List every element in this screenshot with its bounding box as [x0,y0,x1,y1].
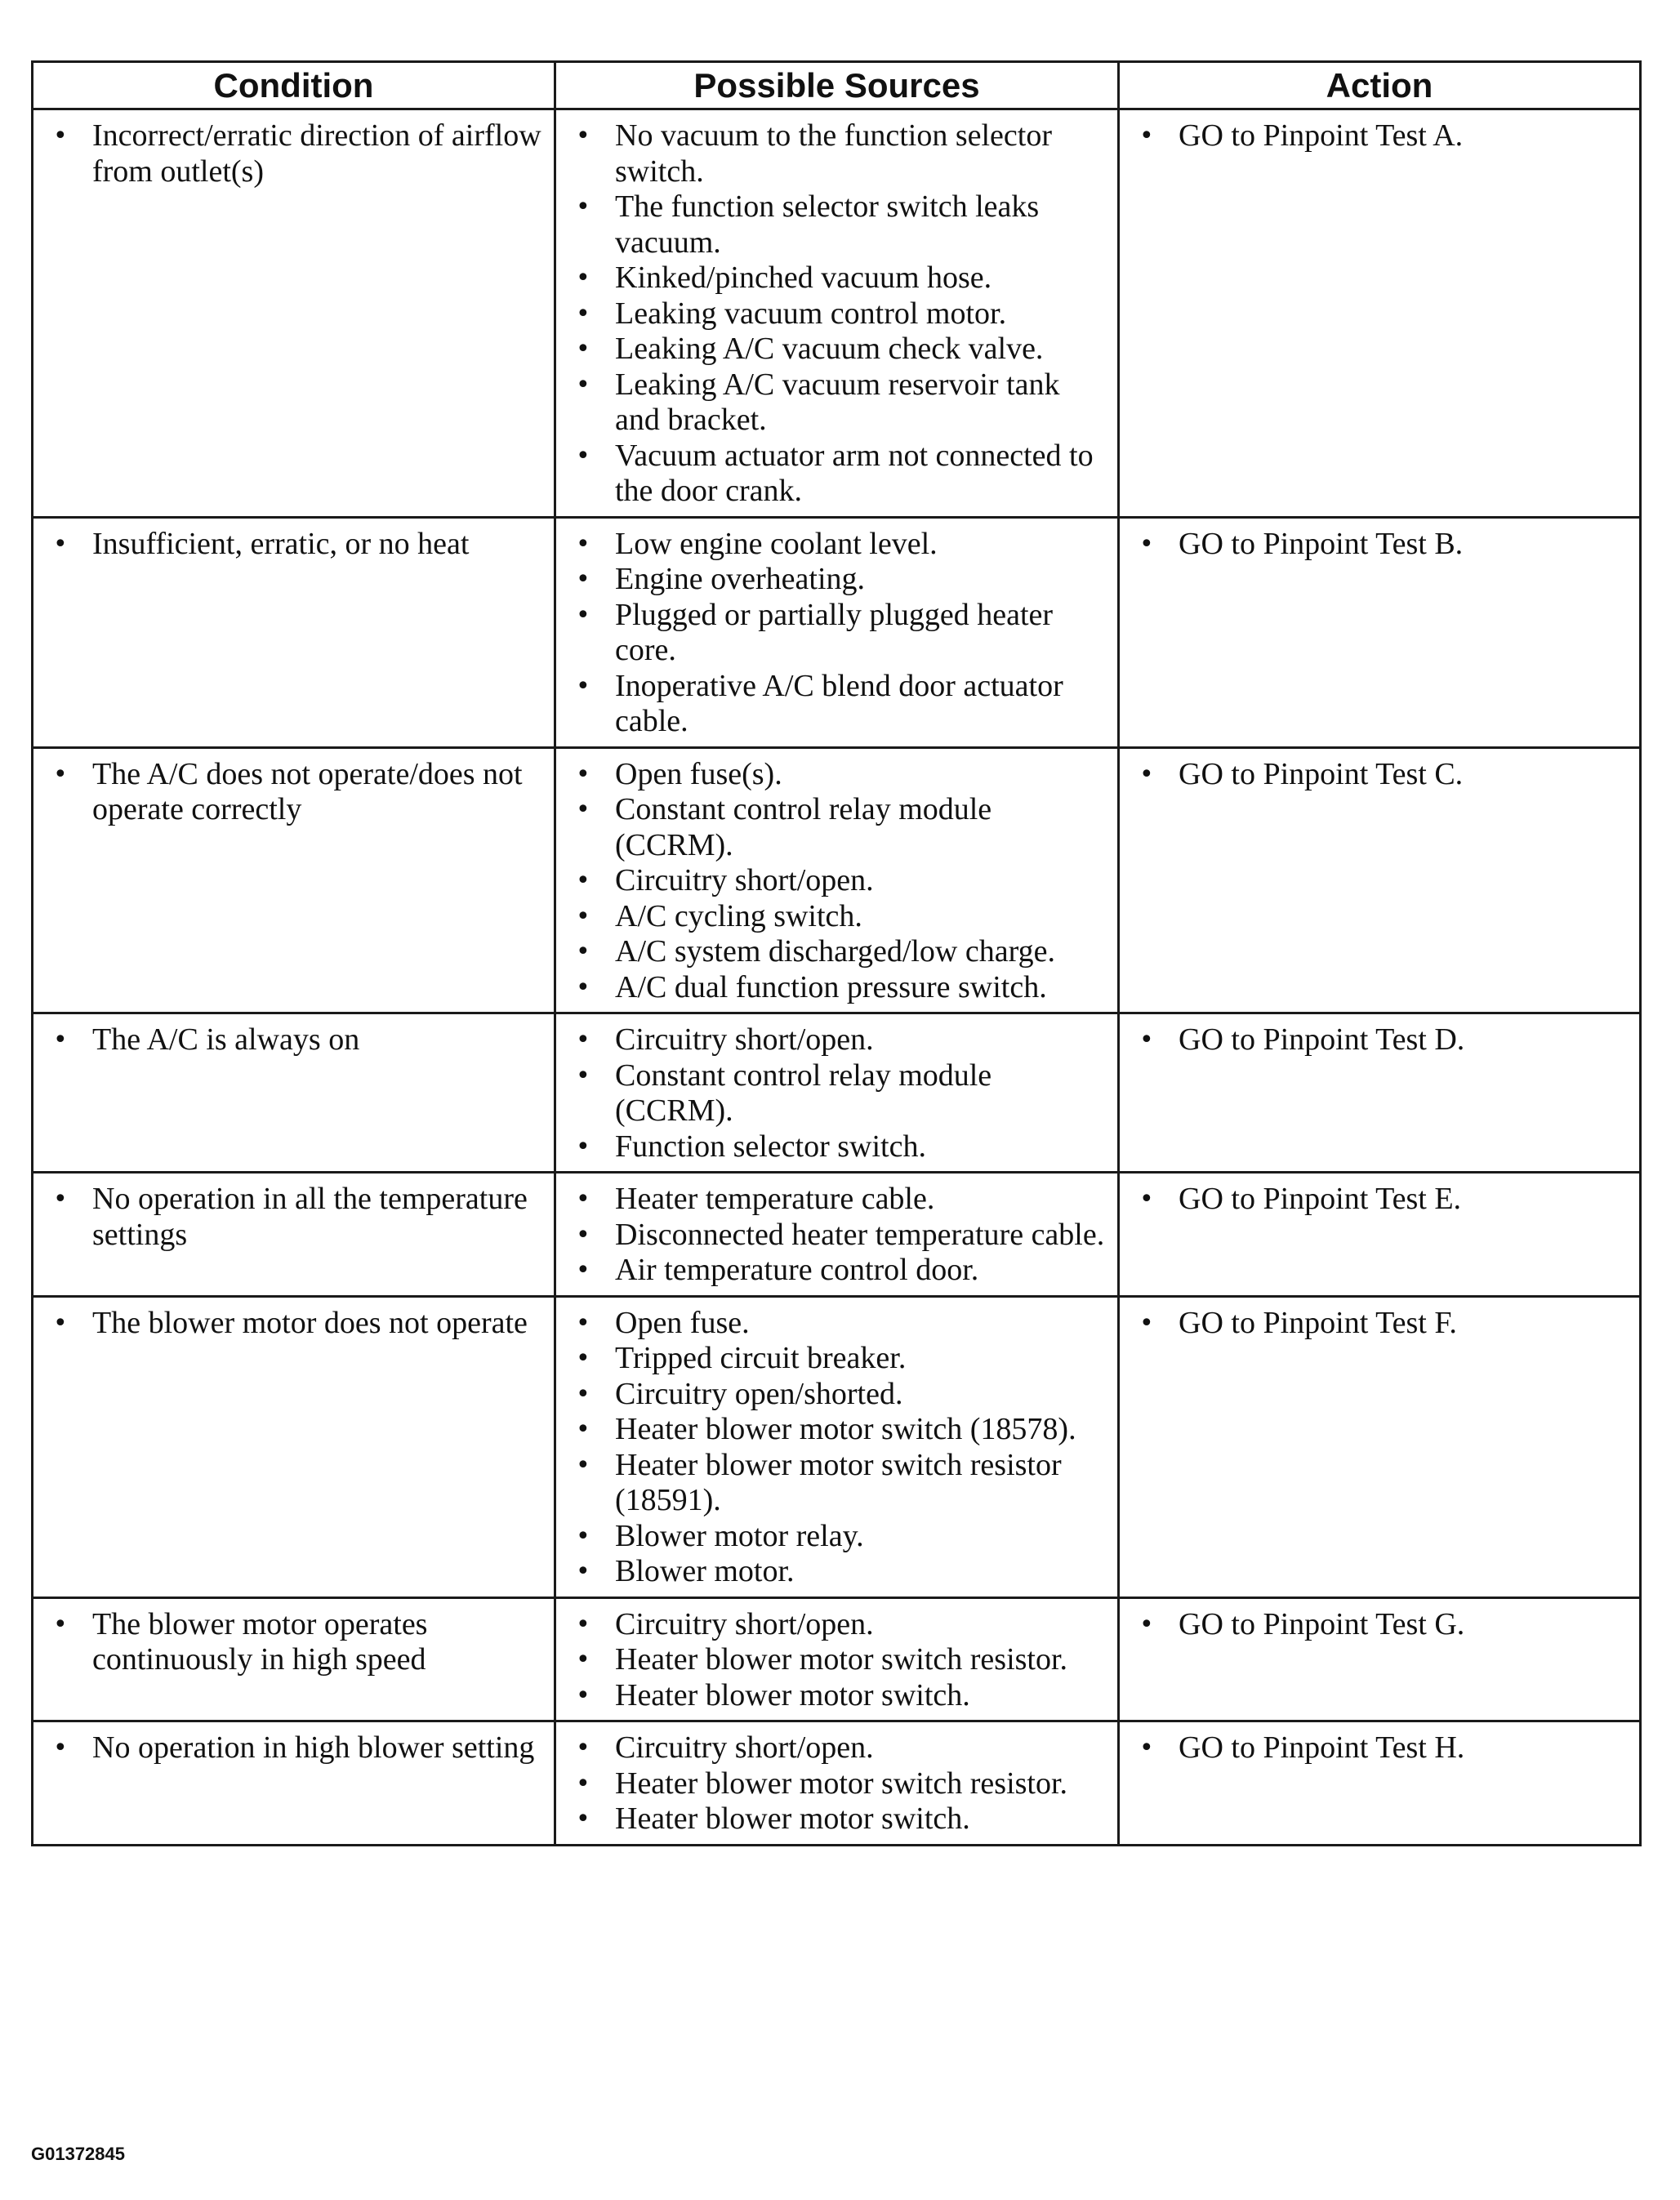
bullet-icon: • [1139,1308,1154,1338]
table-row [33,1013,1641,1173]
list-item [568,934,1106,970]
condition-cell [33,1721,555,1846]
source-item: Circuitry short/open. [615,1606,874,1641]
list-item [568,1306,1106,1342]
bullet-icon: • [1139,1610,1154,1639]
list-item [1131,118,1628,154]
sources-cell [555,1721,1119,1846]
header-row [33,62,1641,109]
bullet-icon: • [576,1646,590,1674]
list-item [45,1607,542,1678]
bullet-list [45,1730,542,1766]
source-item: Function selector switch. [615,1129,926,1164]
bullet-icon: • [53,1734,68,1762]
bullet-icon: • [576,795,590,824]
list-item [568,1730,1106,1766]
source-item: Circuitry short/open. [615,863,874,897]
source-item: Vacuum actuator arm not connected to the door crank. [615,438,1094,508]
bullet-icon: • [576,1415,590,1444]
sources-cell [555,1296,1119,1597]
action-text: GO to Pinpoint Test E. [1179,1182,1462,1216]
bullet-list [568,1182,1106,1289]
list-item [45,757,542,828]
table-row [33,747,1641,1013]
list-item [568,1519,1106,1555]
bullet-icon: • [576,370,590,399]
list-item [568,1801,1106,1837]
list-item [1131,1022,1628,1058]
source-item: Disconnected heater temperature cable. [615,1217,1105,1252]
list-item [1131,1607,1628,1643]
bullet-icon: • [1139,759,1154,789]
bullet-list [1131,1730,1628,1766]
source-item: Circuitry open/shorted. [615,1376,903,1411]
list-item [568,1022,1106,1058]
header-action: Action [1119,62,1641,109]
list-item [1131,1306,1628,1342]
source-item: Heater blower motor switch (18578). [615,1412,1076,1446]
bullet-list [45,1607,542,1678]
bullet-icon: • [1139,1734,1154,1762]
source-item: Heater blower motor switch. [615,1677,970,1712]
list-item [1131,757,1628,793]
list-item [568,118,1106,189]
bullet-icon: • [576,866,590,895]
list-item [568,296,1106,332]
source-item: A/C system discharged/low charge. [615,934,1055,969]
sources-cell [555,1173,1119,1297]
list-item [568,970,1106,1006]
bullet-icon: • [576,1450,590,1480]
bullet-icon: • [53,1185,68,1214]
bullet-icon: • [576,565,590,594]
list-item [45,118,542,189]
list-item [1131,1182,1628,1218]
bullet-icon: • [576,973,590,1002]
list-item [45,1730,542,1766]
list-item [568,598,1106,669]
list-item [1131,1730,1628,1766]
bullet-icon: • [576,122,590,150]
source-item: Tripped circuit breaker. [615,1341,907,1375]
action-text: GO to Pinpoint Test B. [1179,526,1464,561]
bullet-icon: • [576,193,590,221]
list-item [45,1306,542,1342]
bullet-icon: • [53,1026,68,1054]
action-text: GO to Pinpoint Test A. [1179,118,1464,153]
action-cell [1119,517,1641,747]
list-item [568,899,1106,935]
bullet-icon: • [53,759,68,789]
bullet-icon: • [1139,1026,1154,1054]
sources-cell [555,1013,1119,1173]
source-item: Kinked/pinched vacuum hose. [615,261,992,295]
bullet-icon: • [576,1344,590,1373]
condition-cell [33,747,555,1013]
source-item: Constant control relay module (CCRM). [615,1058,992,1128]
source-item: A/C dual function pressure switch. [615,969,1047,1004]
bullet-icon: • [576,1610,590,1639]
condition-text: The A/C is always on [92,1022,360,1057]
list-item [568,792,1106,863]
action-text: GO to Pinpoint Test C. [1179,756,1464,791]
bullet-list [1131,1182,1628,1218]
sources-cell [555,109,1119,518]
action-cell [1119,1296,1641,1597]
action-text: GO to Pinpoint Test D. [1179,1022,1465,1057]
source-item: Constant control relay module (CCRM). [615,792,992,862]
header-condition: Condition [33,62,555,109]
list-item [568,1129,1106,1165]
bullet-list [1131,757,1628,793]
bullet-list [568,1306,1106,1590]
bullet-list [1131,1306,1628,1342]
table-row [33,1296,1641,1597]
list-item [568,757,1106,793]
bullet-list [568,118,1106,510]
source-item: Plugged or partially plugged heater core. [615,597,1054,667]
bullet-list [1131,118,1628,154]
source-item: The function selector switch leaks vacuum. [615,189,1040,260]
condition-cell [33,1013,555,1173]
bullet-list [45,1022,542,1058]
action-cell [1119,1173,1641,1297]
sources-cell [555,747,1119,1013]
bullet-icon: • [576,1132,590,1161]
source-item: Open fuse. [615,1305,750,1340]
list-item [568,1766,1106,1802]
list-item [568,332,1106,367]
condition-cell [33,1597,555,1721]
table-row [33,109,1641,518]
bullet-icon: • [576,1769,590,1798]
bullet-icon: • [576,1220,590,1249]
source-item: No vacuum to the function selector switch. [615,118,1053,189]
list-item [568,1182,1106,1218]
bullet-icon: • [53,122,68,150]
action-cell [1119,747,1641,1013]
list-item [1131,527,1628,563]
condition-text: Incorrect/erratic direction of airflow from outlet(s) [92,118,541,189]
list-item [568,1678,1106,1714]
bullet-icon: • [576,902,590,931]
bullet-icon: • [1139,529,1154,559]
bullet-list [568,757,1106,1006]
table-row [33,1721,1641,1846]
list-item [568,1412,1106,1448]
bullet-icon: • [53,1610,68,1639]
source-item: A/C cycling switch. [615,898,862,933]
list-item [568,261,1106,296]
source-item: Heater temperature cable. [615,1182,935,1216]
source-item: Heater blower motor switch resistor. [615,1642,1068,1677]
bullet-icon: • [576,1521,590,1551]
bullet-icon: • [576,335,590,363]
source-item: Engine overheating. [615,562,866,596]
source-item: Heater blower motor switch resistor (18591). [615,1447,1062,1517]
list-item [45,527,542,563]
bullet-icon: • [576,264,590,292]
bullet-icon: • [576,1026,590,1054]
bullet-list [568,1607,1106,1714]
table-row [33,1173,1641,1297]
source-item: Blower motor relay. [615,1518,864,1553]
source-item: Circuitry short/open. [615,1022,874,1057]
list-item [568,1554,1106,1590]
list-item [568,1341,1106,1377]
bullet-icon: • [576,1557,590,1586]
diagnosis-table [31,60,1642,1846]
list-item [568,562,1106,598]
list-item [568,1253,1106,1289]
list-item [568,1218,1106,1254]
list-item [568,669,1106,740]
condition-cell [33,109,555,518]
source-item: Heater blower motor switch resistor. [615,1766,1068,1801]
list-item [568,1448,1106,1519]
figure-id: G01372845 [31,2144,125,2164]
source-item: Air temperature control door. [615,1253,979,1287]
bullet-icon: • [576,1805,590,1833]
bullet-list [45,757,542,828]
condition-text: No operation in all the temperature settings [92,1182,528,1252]
action-cell [1119,109,1641,518]
list-item [568,189,1106,261]
table-row [33,517,1641,747]
condition-text: The blower motor does not operate [92,1305,528,1340]
list-item [568,1607,1106,1643]
source-item: Inoperative A/C blend door actuator cable. [615,668,1063,738]
bullet-icon: • [576,1185,590,1214]
table-row [33,1597,1641,1721]
bullet-list [45,1182,542,1253]
bullet-icon: • [576,671,590,701]
source-item: Leaking A/C vacuum check valve. [615,332,1044,366]
condition-text: No operation in high blower setting [92,1730,535,1765]
list-item [45,1182,542,1253]
action-cell [1119,1597,1641,1721]
table-body [33,109,1641,1846]
action-cell [1119,1013,1641,1173]
source-item: Leaking vacuum control motor. [615,296,1007,331]
bullet-icon: • [576,529,590,559]
bullet-icon: • [576,759,590,789]
bullet-list [1131,1022,1628,1058]
bullet-list [45,118,542,189]
source-item: Circuitry short/open. [615,1730,874,1765]
source-item: Blower motor. [615,1554,795,1588]
condition-text: The blower motor operates continuously in high speed [92,1606,428,1677]
bullet-icon: • [576,1256,590,1285]
source-item: Heater blower motor switch. [615,1801,970,1836]
list-item [568,1642,1106,1678]
bullet-icon: • [576,1061,590,1090]
bullet-list [568,1022,1106,1165]
bullet-icon: • [53,529,68,559]
header-possible-sources: Possible Sources [555,62,1119,109]
condition-text: Insufficient, erratic, or no heat [92,526,470,561]
bullet-icon: • [576,1308,590,1338]
bullet-icon: • [576,1734,590,1762]
condition-cell [33,1173,555,1297]
bullet-list [1131,527,1628,563]
source-item: Leaking A/C vacuum reservoir tank and bracket. [615,367,1060,437]
bullet-icon: • [576,937,590,966]
bullet-icon: • [576,600,590,630]
list-item [568,367,1106,439]
bullet-list [45,1306,542,1342]
list-item [568,863,1106,899]
bullet-list [568,527,1106,740]
bullet-icon: • [1139,1185,1154,1214]
bullet-icon: • [576,1379,590,1409]
bullet-list [1131,1607,1628,1643]
condition-cell [33,1296,555,1597]
source-item: Low engine coolant level. [615,526,938,561]
sources-cell [555,517,1119,747]
list-item [568,527,1106,563]
bullet-list [45,527,542,563]
bullet-icon: • [576,299,590,328]
action-text: GO to Pinpoint Test H. [1179,1730,1465,1765]
action-text: GO to Pinpoint Test F. [1179,1305,1457,1340]
list-item [568,1377,1106,1413]
condition-cell [33,517,555,747]
sources-cell [555,1597,1119,1721]
action-text: GO to Pinpoint Test G. [1179,1606,1465,1641]
bullet-icon: • [53,1308,68,1338]
list-item [568,439,1106,510]
list-item [568,1058,1106,1129]
bullet-icon: • [576,1681,590,1710]
source-item: Open fuse(s). [615,756,782,791]
bullet-icon: • [576,441,590,470]
bullet-icon: • [1139,122,1154,150]
action-cell [1119,1721,1641,1846]
list-item [45,1022,542,1058]
symptom-chart [31,60,1639,1846]
condition-text: The A/C does not operate/does not operate correctly [92,756,523,826]
bullet-list [568,1730,1106,1837]
